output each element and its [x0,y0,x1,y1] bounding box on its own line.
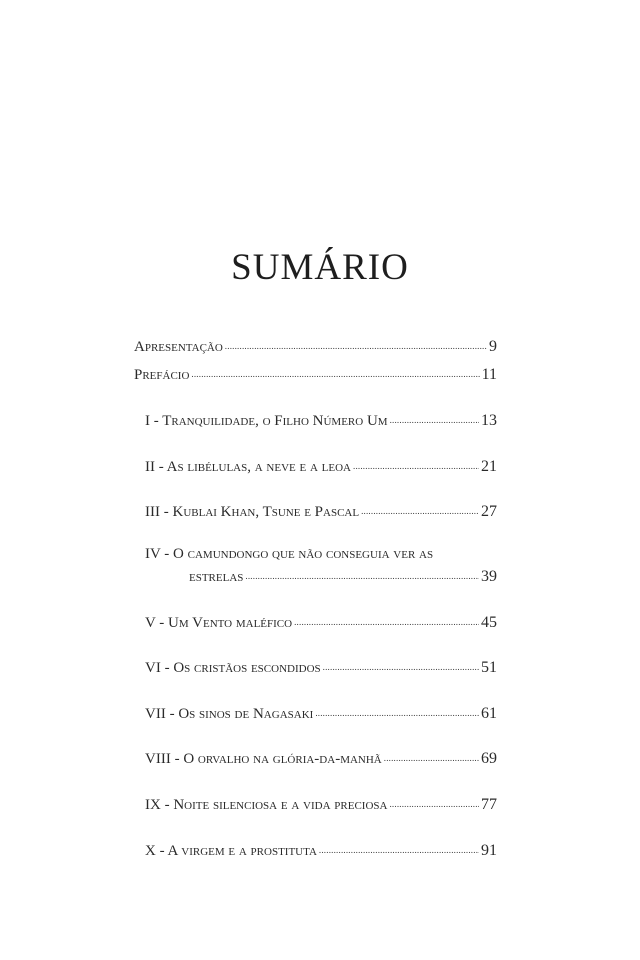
toc-entry-label: estrelas [189,569,244,585]
toc-leader-dots [389,794,479,809]
toc-page-number: 69 [481,750,497,767]
toc-entry-chapter-4 [189,566,497,586]
toc-entry-chapter-5 [145,612,497,632]
toc-entry-label: VI - Os cristãos escondidos [145,660,321,676]
toc-entry-apresentacao [134,336,497,356]
toc-page-number: 11 [481,366,497,383]
toc-leader-dots [353,456,479,471]
toc-entry-chapter-2 [145,456,497,476]
toc-page-number: 9 [489,338,497,355]
toc-entry-chapter-3 [145,501,497,521]
toc-page-number: 77 [481,796,497,813]
toc-leader-dots [225,336,487,351]
toc-page-number: 13 [481,412,497,429]
toc-entry-chapter-7 [145,703,497,723]
toc-entry-label: VII - Os sinos de Nagasaki [145,706,314,722]
toc-leader-dots [361,501,479,516]
toc-leader-dots [323,657,479,672]
toc-entry-label: Apresentação [134,339,223,355]
toc-entry-chapter-10 [145,840,497,860]
toc-entry-label: Prefácio [134,367,190,383]
toc-entry-label: II - As libélulas, a neve e a leoa [145,459,351,475]
toc-leader-dots [384,748,479,763]
toc-entry-label: III - Kublai Khan, Tsune e Pascal [145,504,360,520]
toc-leader-dots [294,612,479,627]
toc-page-number: 27 [481,503,497,520]
toc-page-number: 45 [481,614,497,631]
toc-entry-label: V - Um Vento maléfico [145,615,293,631]
toc-entry-prefacio [134,364,497,384]
toc-page-number: 61 [481,705,497,722]
toc-entry-chapter-6 [145,657,497,677]
toc-page-number: 91 [481,842,497,859]
toc-entry-label: VIII - O orvalho na glória-da-manhã [145,751,382,767]
toc-entry-chapter-8 [145,748,497,768]
toc-entry-label: X - A virgem e a prostituta [145,843,317,859]
toc-leader-dots [191,364,479,379]
toc-leader-dots [245,566,479,581]
page-title: SUMÁRIO [231,247,409,288]
toc-page-number: 51 [481,659,497,676]
toc-page-number: 21 [481,458,497,475]
toc-entry-chapter-4-line1: IV - O camundongo que não conseguia ver as [145,546,434,562]
toc-entry-chapter-1 [145,410,497,430]
toc-leader-dots [390,410,479,425]
toc-leader-dots [315,703,479,718]
toc-page-number: 39 [481,568,497,585]
toc-entry-label: IX - Noite silenciosa e a vida preciosa [145,797,388,813]
toc-entry-chapter-9 [145,794,497,814]
toc-leader-dots [319,840,479,855]
toc-entry-label: I - Tranquilidade, o Filho Número Um [145,413,388,429]
